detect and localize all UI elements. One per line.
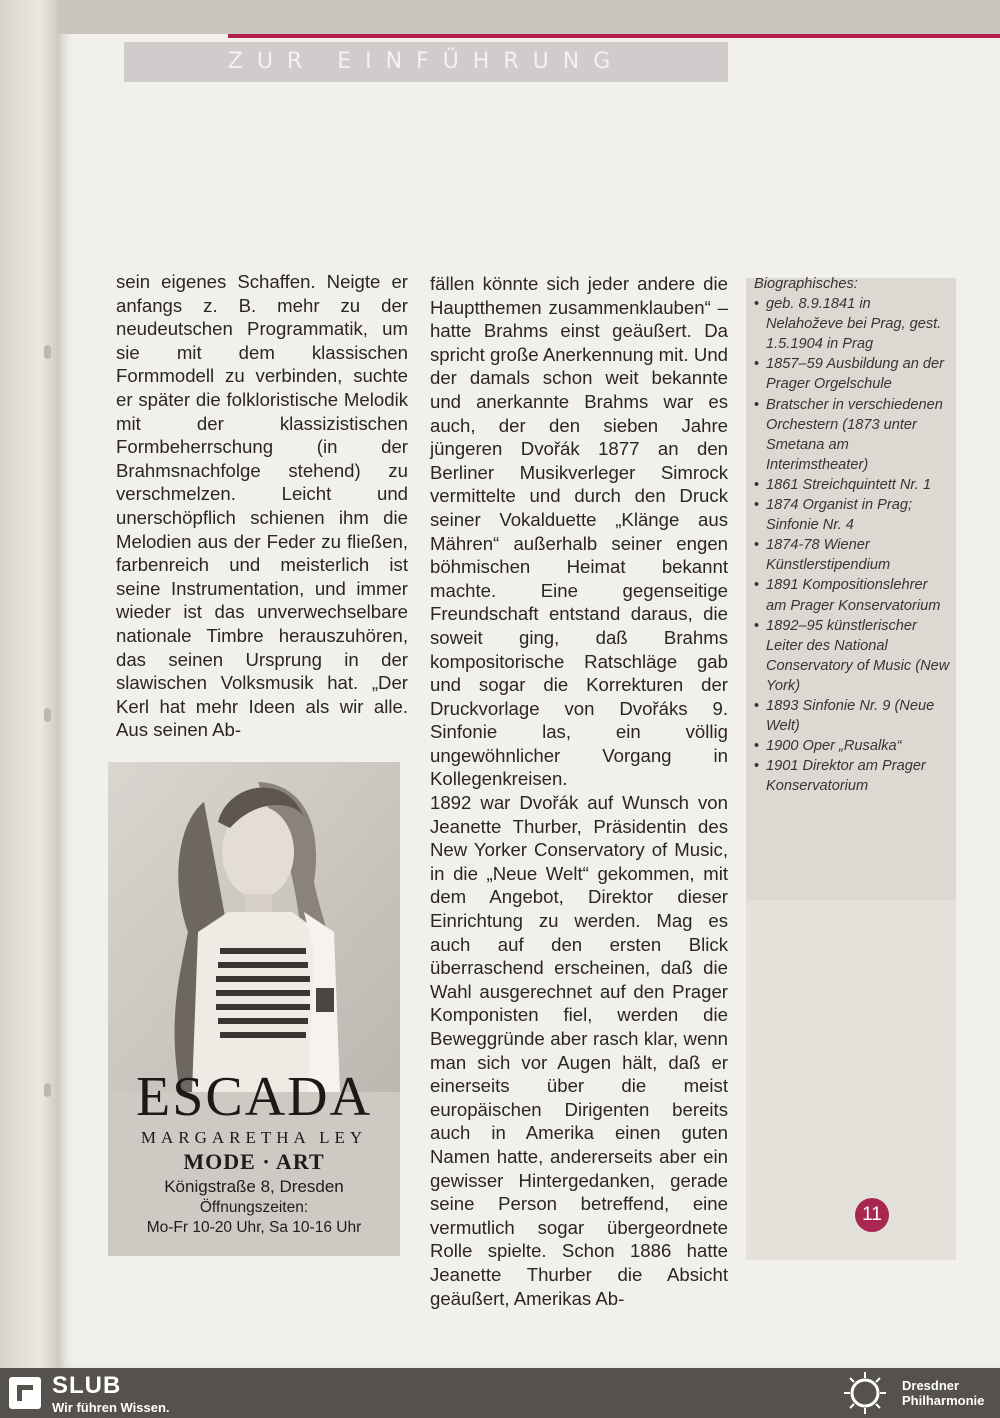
punch-hole xyxy=(44,1083,51,1097)
biography-list xyxy=(754,294,950,796)
section-header: ZUR EINFÜHRUNG xyxy=(124,42,728,82)
list-item: • 1891 Kompositionslehrer am Prager Konservatorium xyxy=(754,575,950,615)
dresdner-philharmonie-logo-icon[interactable] xyxy=(842,1370,888,1416)
model-photo xyxy=(108,762,400,1092)
sidebar-title: Biographisches: xyxy=(754,276,858,292)
list-item: • 1857–59 Ausbildung an der Prager Orgelschule xyxy=(754,354,950,394)
partner-name[interactable] xyxy=(902,1378,984,1408)
opening-hours: Mo-Fr 10-20 Uhr, Sa 10-16 Uhr xyxy=(146,1219,362,1236)
list-item: • 1893 Sinfonie Nr. 9 (Neue Welt) xyxy=(754,696,950,736)
punch-hole xyxy=(44,708,51,722)
library-tagline: Wir führen Wissen. xyxy=(52,1400,170,1415)
list-item: • geb. 8.9.1841 in Nelahoževe bei Prag, gest. 1.5.1904 in Prag xyxy=(754,294,950,354)
list-item: • Bratscher in verschiedenen Orchestern (1873 unter Smetana am Interimstheater) xyxy=(754,395,950,475)
text-column-left xyxy=(116,270,408,742)
list-item: • 1892–95 künstlerischer Leiter des National Conservatory of Music (New York) xyxy=(754,616,950,696)
list-item: • 1874 Organist in Prag; Sinfonie Nr. 4 xyxy=(754,495,950,535)
store-info xyxy=(108,1148,400,1238)
list-item: • 1901 Direktor am Prager Konservatorium xyxy=(754,756,950,796)
booklet-page xyxy=(58,0,1000,1368)
store-heading: MODE · ART xyxy=(183,1149,325,1174)
opening-hours-label: Öffnungszeiten: xyxy=(199,1199,309,1216)
list-item: • 1900 Oper „Rusalka“ xyxy=(754,736,950,756)
escada-advertisement xyxy=(108,762,400,1256)
paragraph: sein eigenes Schaffen. Neigte er anfangs z. B. mehr zu der neudeutschen Programmatik, um sie mit dem klassischen Formmodell zu verbinden, suchte er später die folkloristische Melodik mit der klassizistischen Formbeherrschung (in der Brahmsnachfolge stehend) zu verschmelzen. Leicht und unerschöpflich schienen ihm die Melodien aus der Feder zu fließen, farbenreich und meisterlich ist seine Instrumentation, und immer wieder ist das unverwechselbare nationale Timbre herauszuhören, das seinen Ursprung in der slawischen Volksmusik hat. „Der Kerl hat mehr Ideen als wir alle. Aus seinen Ab- xyxy=(116,271,408,741)
text-column-middle xyxy=(430,272,728,1310)
viewer-footer xyxy=(0,1368,1000,1418)
brand-name: ESCADA xyxy=(135,1066,373,1128)
left-page-edge xyxy=(0,0,58,1368)
biography-sidebar xyxy=(754,274,950,796)
partner-name-line: Dresdner xyxy=(902,1378,960,1393)
store-address: Königstraße 8, Dresden xyxy=(164,1177,344,1196)
page-top-edge xyxy=(58,0,1000,34)
library-name[interactable]: SLUB xyxy=(52,1372,122,1399)
page-number: 11 xyxy=(855,1198,889,1232)
brand-logo xyxy=(108,1066,400,1148)
faded-print-area xyxy=(746,900,956,1260)
list-item: • 1874-78 Wiener Künstlerstipendium xyxy=(754,535,950,575)
accent-rule xyxy=(228,34,1000,38)
slub-logo-icon[interactable] xyxy=(8,1376,42,1410)
paragraph: 1892 war Dvořák auf Wunsch von Jeanette Thurber, Präsidentin des New Yorker Conservatory of Music, in die „Neue Welt“ gekommen, mit dem Angebot, Direktor dieser Einrichtung zu werden. Mag es auch auf den ersten Blick überraschend erscheinen, daß die Wahl ausgerechnet auf den Prager Komponisten fiel, werden die Beweggründe aber rasch klar, wenn man sich vor Augen hält, daß er einerseits über die meist europäischen Dirigenten bereits auch in Amerika einen guten Namen hatte, andererseits aber ein gewisser Hintergedanken, gerade seine Person betreffend, eine vermutlich sogar übergeordnete Rolle spielte. Schon 1886 hatte Jeanette Thurber die Absicht geäußert, Amerikas Ab- xyxy=(430,792,728,1309)
partner-name-line: Philharmonie xyxy=(902,1393,985,1408)
punch-hole xyxy=(44,345,51,359)
paragraph: fällen könnte sich jeder andere die Hauptthemen zusammenklauben“ – hatte Brahms einst geäußert. Da spricht große Anerkennung mit. Und der damals schon weit bekannte und anerkannte Brahms war es auch, der den sieben Jahre jüngeren Dvořák 1877 an den Berliner Musikverleger Simrock vermittelte und durch den Druck seiner Vokalduette „Klänge aus Mähren“ außerhalb seiner engen böhmischen Heimat bekannt machte. Eine gegenseitige Freundschaft entstand daraus, die soweit ging, daß Brahms kompositorische Ratschläge gab und sogar die Korrekturen der Druckvorlage von Dvořáks 9. Sinfonie las, ein völlig ungewöhnlicher Vorgang in Kollegenkreisen. xyxy=(430,273,728,790)
list-item: • 1861 Streichquintett Nr. 1 xyxy=(754,475,950,495)
designer-name: MARGARETHA LEY xyxy=(140,1128,368,1147)
